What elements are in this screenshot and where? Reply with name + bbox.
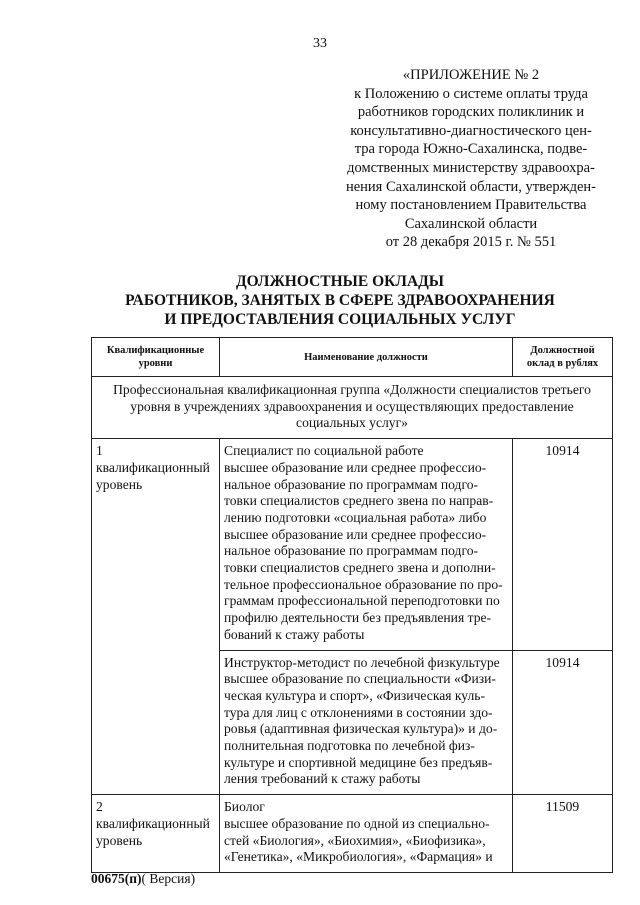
appendix-line: Сахалинской области [404, 215, 538, 232]
salary-cell: 11509 [513, 795, 613, 873]
appendix-line: к Положению о системе оплаты труда [354, 85, 588, 102]
salary-cell: 10914 [513, 439, 613, 650]
document-code: 00675(п) [91, 871, 142, 886]
appendix-line: нения Сахалинской области, утвержден- [345, 178, 597, 195]
document-title [0, 272, 640, 329]
appendix-line: работников городских поликлиник и [357, 104, 585, 121]
table-row [92, 439, 613, 650]
title-line: И ПРЕДОСТАВЛЕНИЯ СОЦИАЛЬНЫХ УСЛУГ [164, 311, 516, 328]
appendix-line: консультативно-диагностического цен- [350, 122, 592, 139]
appendix-reference [336, 66, 606, 252]
position-line: Специалист по социальной работе [224, 443, 424, 459]
position-line: ровья (адаптивная физическая культура)» и до- [224, 721, 498, 737]
version-label: ( Версия) [141, 871, 196, 886]
group-row [92, 377, 613, 439]
salary-table [91, 337, 613, 873]
salary-cell: 10914 [513, 650, 613, 795]
position-line: Инструктор-методист по лечебной физкультуре [224, 654, 500, 670]
position-line: «Генетика», «Микробиология», «Фармация» и [224, 849, 493, 865]
position-line: ческая культура и спорт», «Физическая куль- [224, 687, 486, 703]
position-cell [220, 795, 513, 873]
position-line: культуре и спортивной медицине без предъяв- [224, 754, 493, 770]
position-line: высшее образование по специальности «Физи- [224, 671, 496, 687]
position-line: стей «Биология», «Биохимия», «Биофизика», [224, 832, 486, 848]
position-line: тельное профессиональное образование по про- [224, 576, 503, 592]
position-line: товки специалистов среднего звена и дополни- [224, 560, 496, 576]
position-line: товки специалистов среднего звена по направ- [224, 493, 494, 509]
level-cell: 1 квалификационный уровень [92, 439, 220, 795]
table-row [92, 795, 613, 873]
page-number: 33 [313, 36, 327, 51]
position-line: Биолог [224, 799, 265, 815]
position-cell [220, 650, 513, 795]
position-line: нальное образование по программам подго- [224, 476, 479, 492]
position-line: профилю деятельности без предъявления тре- [224, 610, 492, 626]
position-line: ления требований к стажу работы [224, 771, 421, 787]
header-position: Наименование должности [220, 338, 513, 377]
document-footer [91, 871, 195, 887]
appendix-line: от 28 декабря 2015 г. № 551 [385, 234, 557, 251]
position-line: высшее образование или среднее профессио- [224, 526, 487, 542]
position-line: лению подготовки «социальная работа» либо [224, 509, 487, 525]
level-cell: 2 квалификационный уровень [92, 795, 220, 873]
appendix-line: «ПРИЛОЖЕНИЕ № 2 [402, 67, 540, 83]
position-line: высшее образование по одной из специально- [224, 815, 490, 831]
table-header-row [92, 338, 613, 377]
appendix-line: тра города Южно-Сахалинска, подве- [354, 141, 588, 158]
title-line: РАБОТНИКОВ, ЗАНЯТЫХ В СФЕРЕ ЗДРАВООХРАНЕНИЯ [125, 292, 555, 309]
header-level: Квалификационные уровни [92, 338, 220, 377]
position-cell [220, 439, 513, 650]
header-salary: Должностной оклад в рублях [513, 338, 613, 377]
position-line: граммам профессиональной переподготовки по [224, 593, 500, 609]
position-line: полнительная подготовка по лечебной физ- [224, 738, 475, 754]
position-line: нальное образование по программам подго- [224, 543, 479, 559]
position-line: бований к стажу работы [224, 626, 365, 642]
title-line: ДОЛЖНОСТНЫЕ ОКЛАДЫ [235, 273, 445, 290]
position-line: высшее образование или среднее профессио- [224, 459, 487, 475]
group-title: Профессиональная квалификационная группа «Должности специалистов третьего уровня в учреждениях здравоохранения и осуществляющих предоставление социальных услуг» [92, 377, 613, 439]
position-line: тура для лиц с отклонениями в состоянии здо- [224, 704, 493, 720]
appendix-line: ному постановлением Правительства [355, 197, 587, 214]
appendix-line: домственных министерству здравоохра- [347, 159, 595, 176]
